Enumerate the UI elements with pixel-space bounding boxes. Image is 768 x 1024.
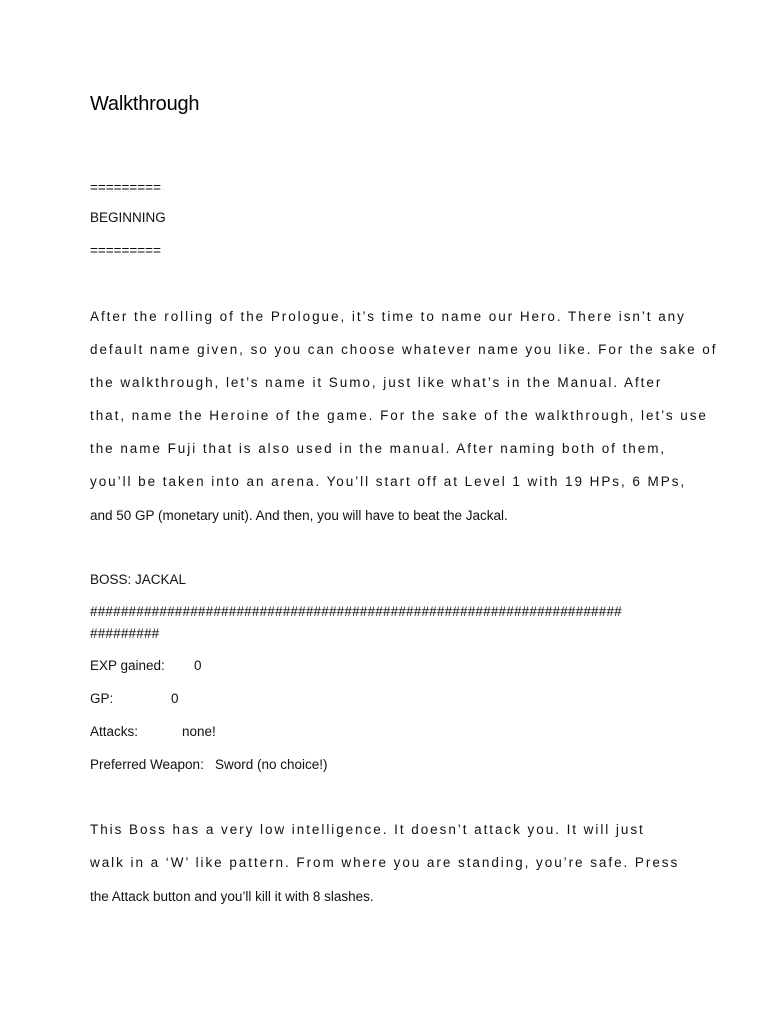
- exp-gained-value: 0: [194, 658, 202, 673]
- intro-line: you’ll be taken into an arena. You’ll start off at Level 1 with 19 HPs, 6 MPs,: [90, 474, 687, 489]
- gp-label: GP:: [90, 691, 114, 706]
- preferred-weapon-label: Preferred Weapon:: [90, 757, 204, 772]
- strategy-line: the Attack button and you’ll kill it with 8 slashes.: [90, 889, 374, 904]
- strategy-line: walk in a ‘W’ like pattern. From where you are standing, you’re safe. Press: [90, 855, 680, 870]
- section-heading: BEGINNING: [90, 210, 166, 225]
- section-divider-bottom: =========: [90, 243, 161, 258]
- boss-hash-line: #####################################################################: [90, 604, 622, 619]
- strategy-line: This Boss has a very low intelligence. It doesn’t attack you. It will just: [90, 822, 645, 837]
- preferred-weapon-value: Sword (no choice!): [215, 757, 328, 772]
- intro-line: the name Fuji that is also used in the manual. After naming both of them,: [90, 441, 667, 456]
- intro-line: the walkthrough, let’s name it Sumo, just like what’s in the Manual. After: [90, 375, 663, 390]
- page-title: Walkthrough: [90, 93, 200, 115]
- attacks-value: none!: [182, 724, 216, 739]
- intro-line: that, name the Heroine of the game. For the sake of the walkthrough, let’s use: [90, 408, 708, 423]
- intro-line: default name given, so you can choose whatever name you like. For the sake of: [90, 342, 718, 357]
- gp-value: 0: [171, 691, 179, 706]
- intro-line: After the rolling of the Prologue, it’s time to name our Hero. There isn’t any: [90, 309, 686, 324]
- section-divider-top: =========: [90, 180, 161, 195]
- intro-line: and 50 GP (monetary unit). And then, you will have to beat the Jackal.: [90, 508, 508, 523]
- boss-hash-line: #########: [90, 626, 160, 641]
- attacks-label: Attacks:: [90, 724, 139, 739]
- exp-gained-label: EXP gained:: [90, 658, 165, 673]
- boss-heading: BOSS: JACKAL: [90, 572, 187, 587]
